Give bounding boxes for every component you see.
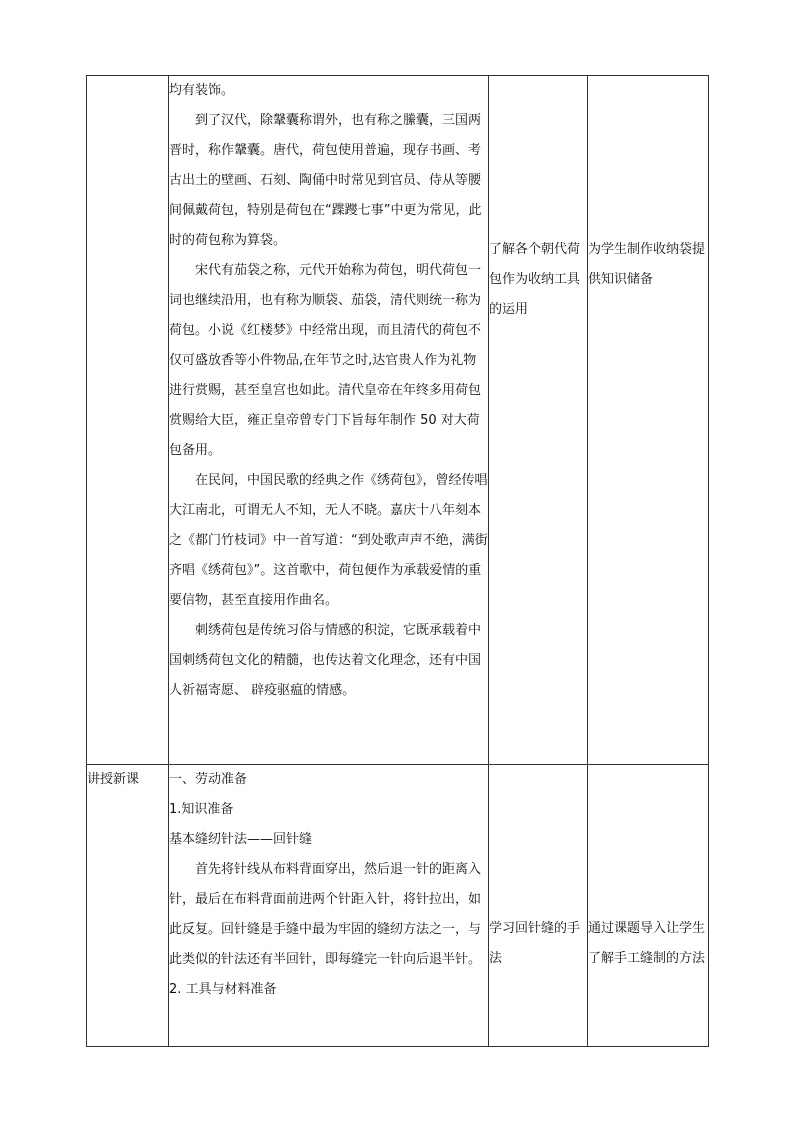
paragraph: 刺绣荷包是传统习俗与情感的积淀，它既承载着中国刺绣荷包文化的精髓，也传达着文化理念，还有中国人祈福寄愿、 辟疫驱瘟的情感。 [169, 623, 482, 698]
line: 1.知识准备 [169, 802, 234, 817]
line: 基本缝纫针法——回针缝 [169, 832, 313, 847]
table-row [87, 76, 709, 765]
design-intent-cell [588, 765, 709, 1047]
paragraph: 到了汉代，除鞶囊称谓外，也有称之縢囊，三国两晋时，称作鞶囊。唐代，荷包使用普遍，现存书画、考古出土的壁画、石刻、陶俑中时常见到官员、侍从等腰间佩戴荷包，特别是荷包在“蹀躞七事”中更为常见，此时的荷包称为算袋。 [169, 113, 482, 248]
student-activity-text: 了解各个朝代荷包作为收纳工具的运用 [489, 242, 581, 317]
design-intent-text: 通过课题导入让学生了解手工缝制的方法 [588, 921, 706, 966]
student-activity-text: 学习回针缝的手法 [489, 921, 581, 966]
design-intent-cell [588, 76, 709, 765]
stage-cell: 讲授新课 [87, 765, 169, 1047]
design-intent-text: 为学生制作收纳袋提供知识储备 [588, 242, 706, 287]
line: 2. 工具与材料准备 [169, 982, 277, 997]
student-activity-cell [489, 765, 588, 1047]
table-row [87, 765, 709, 1047]
line: 一、劳动准备 [169, 772, 248, 787]
content-cell [169, 765, 489, 1047]
paragraph: 均有装饰。 [169, 83, 235, 98]
paragraph: 宋代有茄袋之称，元代开始称为荷包，明代荷包一词也继续沿用，也有称为顺袋、茄袋，清代则统一称为荷包。小说《红楼梦》中经常出现，而且清代的荷包不仅可盛放香等小件物品,在年节之时,达官贵人作为礼物进行赏赐，甚至皇宫也如此。清代皇帝在年终多用荷包赏赐给大臣，雍正皇帝曾专门下旨每年制作 50 对大荷包备用。 [169, 263, 482, 458]
stage-cell [87, 76, 169, 765]
lesson-plan-table [86, 75, 709, 1047]
paragraph: 在民间，中国民歌的经典之作《绣荷包》，曾经传唱大江南北，可谓无人不知，无人不晓。嘉庆十八年刻本之《都门竹枝词》中一首写道：“到处歌声声不绝，满街齐唱《绣荷包》”。这首歌中，荷包便作为承载爱情的重要信物，甚至直接用作曲名。 [169, 473, 488, 608]
paragraph: 首先将针线从布料背面穿出，然后退一针的距离入针，最后在布料背面前进两个针距入针，将针拉出，如此反复。回针缝是手缝中最为牢固的缝纫方法之一，与此类似的针法还有半回针，即每缝完一针向后退半针。 [169, 862, 482, 967]
student-activity-cell [489, 76, 588, 765]
content-cell [169, 76, 489, 765]
